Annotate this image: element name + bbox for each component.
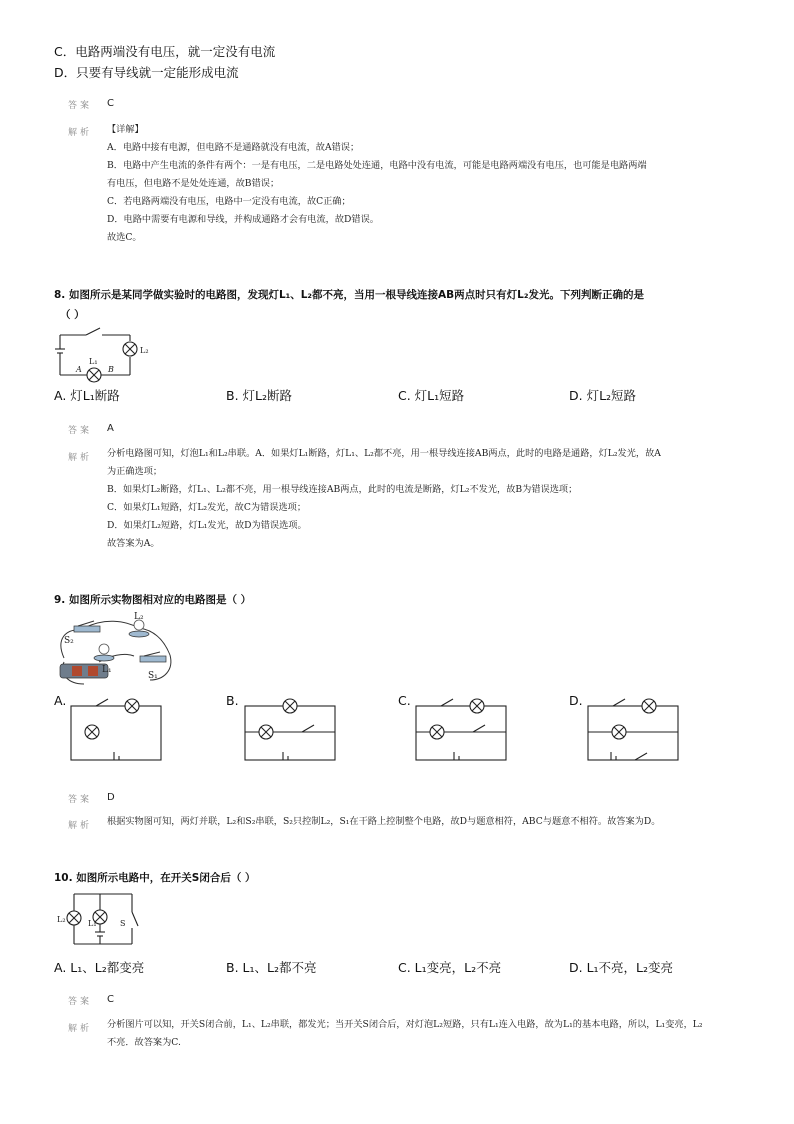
q9-explanation: 根据实物图可知，两灯并联，L₂和S₂串联，S₂只控制L₂，S₁在干路上控制整个电路，故D与题意相符，ABC与题意不相符。故答案为D。 (107, 816, 661, 827)
q8-answer-label: 答案 (68, 426, 93, 436)
q8-choice-d: D. 灯L₂短路 (569, 388, 637, 403)
q7-answer-label: 答案 (68, 101, 93, 111)
q8-choice-c: C. 灯L₁短路 (398, 388, 465, 403)
q8-question-bracket: （ ） (60, 309, 85, 321)
q8-choice-a: A. 灯L₁断路 (54, 388, 120, 403)
q10-choice-d: D. L₁不亮，L₂变亮 (569, 960, 674, 975)
q10-explain-label: 解析 (68, 1024, 93, 1034)
q8-choice-b: B. 灯L₂断路 (226, 388, 292, 403)
explain-line: 分析图片可以知，开关S闭合前，L₁、L₂串联，都发光；当开关S闭合后，对灯泡L₂短路，只有L₁连入电路，故为L₁的基本电路，所以，L₁变亮，L₂ (107, 1019, 703, 1030)
photo-label: L₁ (102, 665, 112, 675)
q9-option-d-circuit (583, 690, 683, 770)
explain-line: 不亮．故答案为C. (107, 1037, 181, 1048)
q7-answer: C (107, 98, 114, 109)
q9-question: 9. 如图所示实物图相对应的电路图是（ ） (54, 594, 252, 606)
photo-label: S₂ (64, 636, 74, 646)
q9-answer: D (107, 792, 115, 803)
q10-question: 10. 如图所示电路中，在开关S闭合后（ ） (54, 872, 256, 884)
explain-line: 有电压，但电路不是处处连通，故B错误； (107, 178, 280, 189)
diagram-label: S (120, 919, 126, 928)
q9-choice-d-letter: D. (569, 693, 583, 708)
diagram-label: L₂ (57, 915, 66, 924)
explain-line: B．电路中产生电流的条件有两个：一是有电压，二是电路处处连通，电路中没有电流，可能是电路两端没有电压，也可能是电路两端 (107, 160, 647, 171)
q8-answer: A (107, 423, 114, 434)
q10-choice-a: A. L₁、L₂都变亮 (54, 960, 145, 975)
q7-option-c: C．电路两端没有电压，就一定没有电流 (54, 44, 276, 59)
q9-option-a-circuit (66, 690, 166, 770)
q9-answer-label: 答案 (68, 795, 93, 805)
q8-question: 8. 如图所示是某同学做实验时的电路图，发现灯L₁、L₂都不亮，当用一根导线连接AB两点时只有灯L₂发光。下列判断正确的是 (54, 289, 644, 301)
q10-choice-b: B. L₁、L₂都不亮 (226, 960, 317, 975)
q8-circuit-diagram (54, 325, 164, 385)
explain-line: C．如果灯L₁短路，灯L₂发光，故C为错误选项； (107, 502, 307, 513)
explain-line: 故选C。 (107, 232, 142, 243)
photo-label: L₂ (134, 612, 144, 622)
explain-line: 【详解】 (107, 124, 144, 135)
q9-choice-b-letter: B. (226, 693, 239, 708)
q9-option-c-circuit (411, 690, 511, 770)
diagram-label: L₁ (89, 357, 98, 366)
explain-line: 故答案为A。 (107, 538, 160, 549)
explain-line: D．如果灯L₂短路，灯L₁发光，故D为错误选项。 (107, 520, 307, 531)
q9-option-b-circuit (240, 690, 340, 770)
diagram-label: L₂ (140, 346, 149, 355)
q10-answer: C (107, 994, 114, 1005)
q8-explanation (107, 445, 747, 553)
q9-choice-a-letter: A. (54, 693, 67, 708)
q7-explanation (107, 121, 747, 247)
explain-line: 分析电路图可知，灯泡L₁和L₂串联。A．如果灯L₁断路，灯L₁、L₂都不亮，用一根导线连接AB两点，此时的电路是通路，灯L₂发光，故A (107, 448, 661, 459)
explain-line: D．电路中需要有电源和导线，并构成通路才会有电流，故D错误。 (107, 214, 379, 225)
photo-label: S₁ (148, 671, 158, 681)
explain-line: 为正确选项； (107, 466, 163, 477)
q10-answer-label: 答案 (68, 997, 93, 1007)
diagram-label: B (108, 365, 114, 374)
explain-line: B．如果灯L₂断路，灯L₁、L₂都不亮，用一根导线连接AB两点，此时的电流是断路，灯L₂不发光，故B为错误选项； (107, 484, 578, 495)
q9-choice-c-letter: C. (398, 693, 411, 708)
diagram-label: L₁ (88, 919, 97, 928)
q10-explanation (107, 1016, 767, 1052)
q10-choice-c: C. L₁变亮，L₂不亮 (398, 960, 502, 975)
q8-explain-label: 解析 (68, 453, 93, 463)
q9-explain-label: 解析 (68, 821, 93, 831)
q9-real-object-picture (54, 610, 184, 692)
q7-explain-label: 解析 (68, 128, 93, 138)
explain-line: C．若电路两端没有电压，电路中一定没有电流，故C正确； (107, 196, 351, 207)
explain-line: A．电路中接有电源，但电路不是通路就没有电流，故A错误； (107, 142, 360, 153)
diagram-label: A (76, 365, 82, 374)
q10-circuit-diagram (54, 888, 144, 954)
q7-option-d: D．只要有导线就一定能形成电流 (54, 65, 239, 80)
